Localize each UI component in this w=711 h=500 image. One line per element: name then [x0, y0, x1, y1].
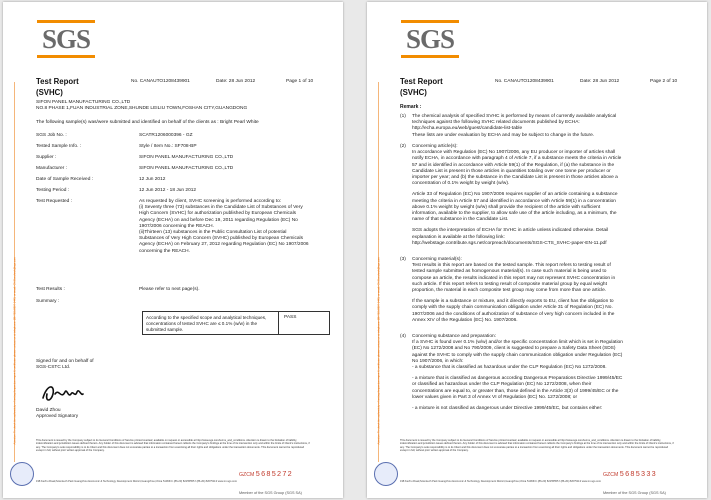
- gzcm-serial: [603, 471, 657, 479]
- authenticity-note: Attention: To check the authenticity of testing /inspection report & certificate, please contact us at telephone: (86-755) 8307 1443, or email: CN.Doccheck@sgs.com: [377, 257, 381, 445]
- summary-result: PASS: [284, 315, 297, 320]
- signing-company: SGS-CSTC Ltd.: [36, 365, 71, 370]
- test-results-label: Test Results :: [36, 287, 65, 292]
- report-date: Date: 28 Jun 2012: [216, 79, 256, 84]
- gzcm-number: 5685272: [255, 471, 293, 479]
- report-header: [36, 77, 336, 97]
- test-requested-text: As requested by client, SVHC screening is performed according to: (i) Seventy three (73) substances in the Candidate List of Substances of Very High Concern (SVHC) for authorization published by European Chemicals Agency (ECHA) on and before Dec 19, 2011 regarding Regulation (EC) No 1907/2006 concerning the REACH. (ii)Thirteen (13) substances in the Public Consultation List of potential Substances of Very High Concern (SVHC) published by European Chemicals Agency (ECHA) on February 27, 2012 regarding Regulation (EC) No 1907/2006 concerning the REACH.: [139, 199, 309, 254]
- footer-disclaimer: This document is issued by the Company subject to its General Conditions of Service printed overleaf, available on request or accessible at http://www.sgs.com/terms_and_conditions. Attention is drawn to the limitation of liability, indemnification and jurisdiction issues defined therein. Any holder of this document is advised that information contained hereon reflects the Company's findings at the time of its intervention only and within the limits of Client's instructions, if any. The Company's sole responsibility is to its Client and this document does not exonerate parties to a transaction from exercising all their rights and obligations under the transaction documents. This document cannot be reproduced except in full, without prior written approval of the Company.: [400, 439, 674, 453]
- authenticity-note: Attention: To check the authenticity of testing /inspection report & certificate, please contact us at telephone: (86-755) 8307 1443, or email: CN.Doccheck@sgs.com: [13, 257, 17, 445]
- handwritten-signature: [41, 380, 85, 406]
- gzcm-label: GZCM: [239, 472, 255, 478]
- field-label: Manufacturer :: [36, 166, 67, 171]
- field-value: Style / Item No.: SF708-BP: [139, 144, 197, 149]
- remark-label: Remark :: [400, 104, 422, 110]
- gzcm-number: 5685333: [619, 471, 657, 479]
- field-label: Date of Sample Received :: [36, 177, 94, 182]
- page-number: Page 2 of 10: [650, 79, 678, 84]
- remark-item: Concerning substance and preparation: If a SVHC is found over 0.1% (w/w) and/or the specific concentration limit which is set in Regulation (EC) No 1272/2008 and No 790/2009, client is suggested to prepare a Safety Data Sheet (SDS) against the SVHC to comply with the supply chain communication obligation under Regulation (EC) No 1907/2006, in which: - a substance that is classified as hazardous under the CLP Regulation (EC) No 1272/2008. - a mixture that is classified as dangerous according Dangerous Preparations Directive 1999/45/EC or classified as hazardous under the CLP Regulation (EC) No 1272/2008, when their concentrations are equal to, or greater than, those defined in the Article 3(3) of 1999/45/EC or the lower values given in Part 3 of Annex VI of Regulation (EC) No. 1272/2008; or - a mixture is not classified as dangerous under Directive 1999/45/EC, but contains either:: [412, 334, 623, 412]
- field-value: SIFON PANEL MANUFACTURING CO.,LTD: [139, 155, 234, 160]
- company-address: NO.8 PHASE 1,FUAN INDUSTRIAL ZONE,SHUNDE LEILIU TOWN,FOSHAN CITY,GUANGDONG: [36, 106, 248, 111]
- page-number: Page 1 of 10: [286, 79, 314, 84]
- remark-number: (2): [400, 144, 406, 149]
- sgs-seal-icon: [10, 462, 34, 486]
- company-name: SIFON PANEL MANUFACTURING CO.,LTD: [36, 100, 131, 105]
- authenticity-sidebar: [376, 82, 380, 462]
- report-title: Test Report: [36, 77, 79, 86]
- field-label: Testing Period :: [36, 188, 70, 193]
- sgs-logo: SGS: [37, 20, 95, 60]
- sgs-logo: SGS: [401, 20, 459, 60]
- remark-number: (1): [400, 114, 406, 119]
- signatory-name: David Zhou: [36, 408, 61, 413]
- remark-item: Concerning material(s): Test results in this report are based on the tested sample. This report refers to testing result of tested sample submitted as homogenous material(s). In case such material is being used to compose an article, the results indicated in this report may not represent SVHC concentration in such article. If this report refers to testing result of composite material group by equal weight proportion, the material in each composite test group may come from more than one article. If the sample is a substance or mixture, and it directly exports to EU, client has the obligation to comply with the supply chain communication obligation under Article 31 of Regulation (EC) No. 1907/2006 and the conditions of authorization of substance of very high concern included in the Annex XIV of the Regulation (EC) No. 1907/2006.: [412, 257, 616, 323]
- footer-address: 198 Kezhu Road,Scientech Park Guangzhou Economic & Technology Development District,Guangzhou,China 510663 t (86-20) 82155555 f (86-20) 82075113 www.cn.sgs.com: [36, 480, 238, 483]
- summary-table: [142, 311, 330, 335]
- test-results-text: Please refer to next page(s).: [139, 287, 200, 292]
- field-label: SGS Job No. :: [36, 133, 67, 138]
- report-header: [400, 77, 700, 97]
- report-subtitle: (SVHC): [400, 88, 427, 97]
- authenticity-sidebar: [12, 82, 16, 462]
- member-line: Member of the SGS Group (SGS SA): [239, 491, 302, 495]
- field-label: Supplier :: [36, 155, 57, 160]
- footer-address: 198 Kezhu Road,Scientech Park Guangzhou Economic & Technology Development District,Guangzhou,China 510663 t (86-20) 82155555 f (86-20) 82075113 www.cn.sgs.com: [400, 480, 602, 483]
- summary-label: Summary :: [36, 299, 60, 304]
- signatory-title: Approved Signatory: [36, 414, 79, 419]
- remark-number: (4): [400, 334, 406, 339]
- field-label: Tested Sample Info. :: [36, 144, 82, 149]
- summary-text: According to the specified scope and analytical techniques, concentrations of tested SVHC are ≤ 0.1% (w/w) in the submitted sample.: [146, 315, 267, 332]
- signed-on-behalf: Signed for and on behalf of: [36, 359, 94, 364]
- report-number: No. CANAUTO1208439901: [131, 79, 190, 84]
- gzcm-serial: [239, 471, 293, 479]
- report-title: Test Report: [400, 77, 443, 86]
- member-line: Member of the SGS Group (SGS SA): [603, 491, 666, 495]
- report-date: Date: 28 Jun 2012: [580, 79, 620, 84]
- field-value: 12 Jun 2012: [139, 177, 166, 182]
- report-subtitle: (SVHC): [36, 88, 63, 97]
- sample-intro: The following sample(s) was/were submitted and identified on behalf of the clients as : Bright Pearl White: [36, 120, 259, 125]
- field-value: SCATR1206000396 - GZ: [139, 133, 193, 138]
- footer-disclaimer: This document is issued by the Company subject to its General Conditions of Service printed overleaf, available on request or accessible at http://www.sgs.com/terms_and_conditions. Attention is drawn to the limitation of liability, indemnification and jurisdiction issues defined therein. Any holder of this document is advised that information contained hereon reflects the Company's findings at the time of its intervention only and within the limits of Client's instructions, if any. The Company's sole responsibility is to its Client and this document does not exonerate parties to a transaction from exercising all their rights and obligations under the transaction documents. This document cannot be reproduced except in full, without prior written approval of the Company.: [36, 439, 310, 453]
- report-page-2: [367, 2, 707, 498]
- test-requested-label: Test Requested :: [36, 199, 72, 204]
- gzcm-label: GZCM: [603, 472, 619, 478]
- remark-item: Concerning article(s): In accordance with Regulation (EC) No 1907/2006, any EU producer or importer of articles shall notify ECHA, in accordance with paragraph 4 of Article 7, if a substance meets the criteria in Article 57 and is identified in accordance with Article 59(1) of the Regulation, if (a) the substance in the Candidate List is present in those articles in quantities totaling over one tonne per producer or importer per year; and (b) the substance in the Candidate List is present in those articles above a concentration of 0.1% weight by weight (w/w). Article 33 of Regulation (EC) No 1907/2006 requires supplier of an article containing a substance meeting the criteria in Article 57 and identified in accordance with Article 59(1) in a concentration above 0.1% weight by weight (w/w) shall provide the recipient of the article with sufficient information, available to the supplier, to allow safe use of the article including, as a minimum, the name of that substance in the Candidate List. SGS adopts the interpretation of ECHA for SVHC in article unless indicated otherwise. Detail explanation is available at the following link: http://webstage.contribute.sgs.net/corpreach/documents/SGS-CTS_SVHC-paper-EN-11.pdf: [412, 144, 622, 246]
- remark-item: The chemical analysis of specified SVHC is performed by means of currently available analytical techniques against the following SVHC related documents published by ECHA: http://echa.europa.eu/web/guest/candidate-list-table These lists are under evaluation by ECHA and may be subject to change in the future.: [412, 114, 617, 138]
- sgs-seal-icon: [374, 462, 398, 486]
- field-value: 12 Jun 2012 - 18 Jun 2012: [139, 188, 197, 193]
- remark-number: (3): [400, 257, 406, 262]
- report-page-1: [3, 2, 343, 498]
- report-number: No. CANAUTO1208439901: [495, 79, 554, 84]
- field-value: SIFON PANEL MANUFACTURING CO.,LTD: [139, 166, 234, 171]
